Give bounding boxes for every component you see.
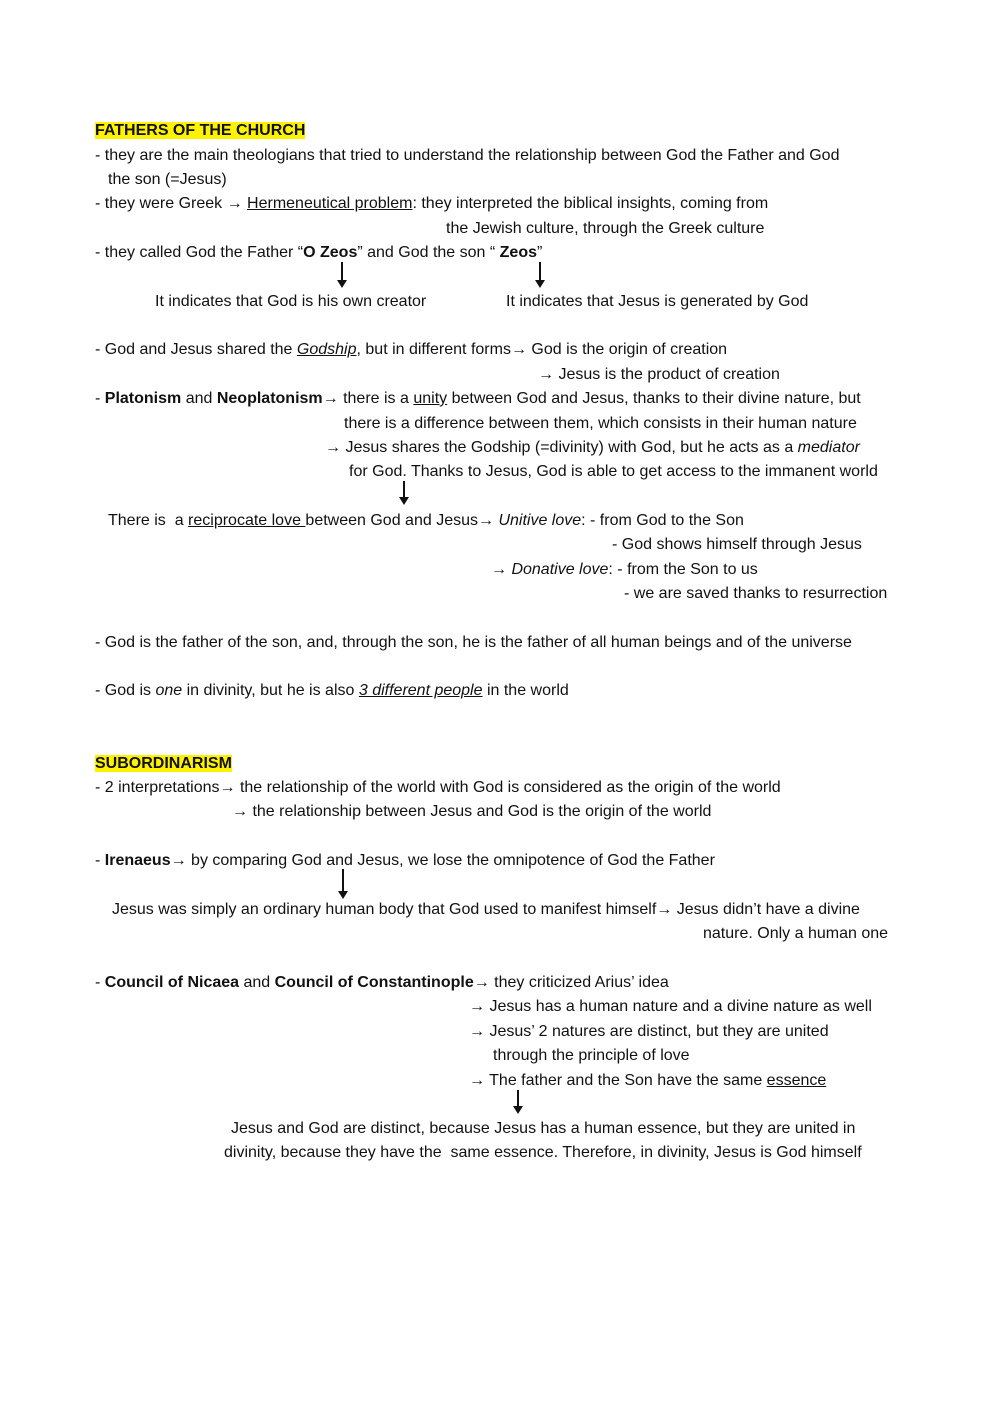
- term-essence: essence: [766, 1072, 827, 1089]
- text-line: through the principle of love: [493, 1047, 690, 1064]
- text-line: - we are saved thanks to resurrection: [624, 585, 888, 602]
- text-line: → Jesus is the product of creation: [538, 366, 780, 383]
- text-line: - Council of Nicaea and Council of Constantinople→ they criticized Arius’ idea: [95, 974, 669, 991]
- term-3-different-people: 3 different people: [358, 682, 483, 699]
- text-line: → Donative love: - from the Son to us: [491, 561, 758, 578]
- term-irenaeus: Irenaeus: [104, 852, 171, 869]
- term-reciprocate-love: reciprocate love: [188, 512, 306, 529]
- text-line: Jesus and God are distinct, because Jesus has a human essence, but they are united in: [231, 1120, 856, 1137]
- text-line: - 2 interpretations→ the relationship of the world with God is considered as the origin of the world: [95, 779, 781, 796]
- text-line: Jesus was simply an ordinary human body that God used to manifest himself→ Jesus didn’t have a divine: [112, 901, 860, 918]
- text-line: nature. Only a human one: [703, 925, 889, 942]
- text-line: - God is the father of the son, and, through the son, he is the father of all human beings and of the universe: [95, 634, 852, 651]
- text-line: - Platonism and Neoplatonism→ there is a unity between God and Jesus, thanks to their divine nature, but: [95, 390, 861, 407]
- term-mediator: mediator: [797, 439, 860, 456]
- term-zeos: Zeos: [499, 244, 537, 261]
- text-line: - God shows himself through Jesus: [612, 536, 862, 553]
- note-left: It indicates that God is his own creator: [155, 293, 427, 310]
- down-arrow-icon: [539, 262, 541, 282]
- note-right: It indicates that Jesus is generated by God: [506, 293, 809, 310]
- term-platonism: Platonism: [104, 390, 182, 407]
- text-line: for God. Thanks to Jesus, God is able to get access to the immanent world: [349, 463, 878, 480]
- text-line: → Jesus has a human nature and a divine nature as well: [469, 998, 872, 1015]
- text-line: - they were Greek → Hermeneutical problem: they interpreted the biblical insights, coming from: [95, 195, 769, 212]
- down-arrow-icon: [517, 1090, 519, 1108]
- text-line: - they called God the Father “O Zeos” and God the son “ Zeos”: [95, 244, 543, 261]
- term-hermeneutical-problem: Hermeneutical problem: [247, 195, 413, 212]
- text-line: → the relationship between Jesus and God is the origin of the world: [232, 803, 712, 820]
- down-arrow-icon: [341, 262, 343, 282]
- down-arrow-icon: [342, 869, 344, 893]
- term-neoplatonism: Neoplatonism: [216, 390, 323, 407]
- down-arrow-icon: [403, 481, 405, 499]
- term-o-zeos: O Zeos: [303, 244, 358, 261]
- section-heading-subordinarism: SUBORDINARISM: [95, 755, 232, 772]
- term-council-of-constantinople: Council of Constantinople: [274, 974, 474, 991]
- text-line: → Jesus’ 2 natures are distinct, but they are united: [469, 1023, 829, 1040]
- term-one: one: [155, 682, 183, 699]
- text-line: - God is one in divinity, but he is also 3 different people in the world: [95, 682, 569, 699]
- term-council-of-nicaea: Council of Nicaea: [104, 974, 240, 991]
- text-line: the Jewish culture, through the Greek culture: [446, 220, 765, 237]
- text-line: → Jesus shares the Godship (=divinity) with God, but he acts as a mediator: [325, 439, 860, 456]
- text-line: the son (=Jesus): [108, 171, 227, 188]
- text-line: there is a difference between them, which consists in their human nature: [344, 415, 857, 432]
- term-unitive-love: Unitive love: [498, 512, 582, 529]
- term-unity: unity: [413, 390, 448, 407]
- text-line: → The father and the Son have the same essence: [469, 1072, 827, 1089]
- term-donative-love: Donative love: [511, 561, 609, 578]
- term-godship: Godship: [296, 341, 357, 358]
- text-line: - Irenaeus→ by comparing God and Jesus, we lose the omnipotence of God the Father: [95, 852, 715, 869]
- text-line: There is a reciprocate love between God and Jesus→ Unitive love: - from God to the Son: [108, 512, 744, 529]
- text-line: divinity, because they have the same essence. Therefore, in divinity, Jesus is God himself: [224, 1144, 862, 1161]
- text-line: - God and Jesus shared the Godship, but in different forms→ God is the origin of creation: [95, 341, 728, 358]
- text-line: - they are the main theologians that tried to understand the relationship between God the Father and God: [95, 147, 840, 164]
- section-heading-fathers: FATHERS OF THE CHURCH: [95, 122, 306, 139]
